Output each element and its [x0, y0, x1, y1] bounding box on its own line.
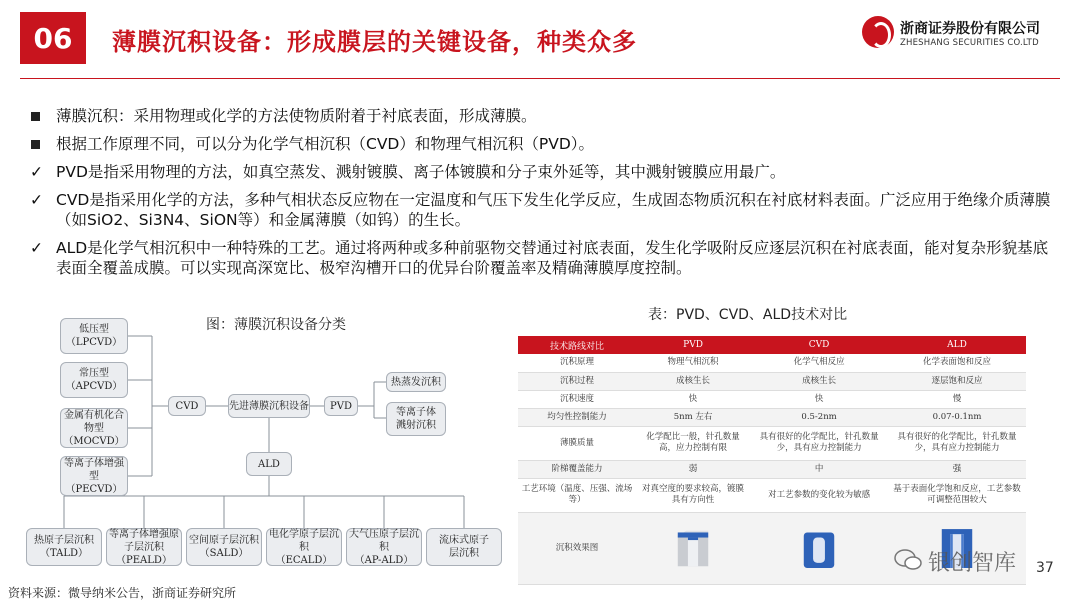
pvd-deposition-icon: [673, 524, 713, 568]
ald-node: ALD: [246, 452, 292, 476]
cvd-type-lpcvd: [60, 318, 128, 354]
pvd-node: PVD: [324, 396, 358, 416]
table-cell: 具有很好的化学配比，针孔数量少，具有应力控制能力: [888, 426, 1026, 460]
row-label: 均匀性控制能力: [518, 408, 636, 426]
table-row: [518, 426, 1026, 460]
table-row: [518, 478, 1026, 512]
cvd-type-name: 低压型: [79, 324, 109, 335]
table-header-cell: CVD: [750, 336, 888, 354]
table-header-cell: 技术路线对比: [518, 336, 636, 354]
row-label: 工艺环境（温度、压强、流场等）: [518, 478, 636, 512]
check-icon: ✓: [30, 163, 43, 181]
row-label: 薄膜质量: [518, 426, 636, 460]
table-header-cell: ALD: [888, 336, 1026, 354]
logo-icon: [862, 16, 894, 48]
ald-type-abbr: （SALD）: [199, 548, 249, 559]
logo-name-cn: 浙商证券股份有限公司: [900, 21, 1040, 37]
bullet-text: ALD是化学气相沉积中一种特殊的工艺。通过将两种或多种前驱物交替通过衬底表面，发生化学吸附反应逐层沉积在衬底表面，能对复杂形貌基底表面全覆盖成膜。可以实现高深宽比、极窄沟槽开口的优异台阶覆盖率及精确薄膜厚度控制。: [56, 239, 1049, 277]
ald-type-abbr: （PEALD）: [116, 554, 172, 566]
page-number: 37: [1036, 560, 1054, 576]
ald-type-sald: [186, 528, 262, 566]
bullet-text: CVD是指采用化学的方法，多种气相状态反应物在一定温度和气压下发生化学反应，生成固态物质沉积在衬底材料表面。广泛应用于绝缘介质薄膜（如SiO2、Si3N4、SiON等）和金属薄膜（如钨）的生长。: [56, 191, 1051, 229]
ald-type-abbr: （ECALD）: [275, 554, 333, 566]
logo-name-en: ZHESHANG SECURITIES CO.LTD: [900, 38, 1039, 48]
pvd-type-thermal: 热蒸发沉积: [386, 372, 446, 392]
ald-type-abbr: （AP-ALD）: [354, 554, 414, 566]
bullet-text: PVD是指采用物理的方法，如真空蒸发、溅射镀膜、离子体镀膜和分子束外延等，其中溅射镀膜应用最广。: [56, 163, 786, 181]
bullet-item: [30, 190, 1060, 230]
cvd-type-name: 金属有机化合物型: [64, 409, 124, 434]
ald-type-name: 等离子体增强原子层沉积: [109, 528, 179, 553]
table-row: [518, 460, 1026, 478]
ald-type-tald: [26, 528, 102, 566]
table-cell: 快: [636, 390, 750, 408]
wechat-icon: [893, 548, 923, 572]
ald-type-name: 空间原子层沉积: [189, 535, 259, 546]
table-header-row: [518, 336, 1026, 354]
row-label: 阶梯覆盖能力: [518, 460, 636, 478]
table-caption: 表：PVD、CVD、ALD技术对比: [648, 307, 848, 323]
ald-type-fluidized: [426, 528, 502, 566]
bullet-item: [30, 238, 1060, 278]
cvd-node: CVD: [168, 396, 206, 416]
table-cell: 对真空度的要求较高，镀膜具有方向性: [636, 478, 750, 512]
cvd-type-abbr: （LPCVD）: [65, 337, 123, 348]
cvd-type-name: 常压型: [79, 368, 109, 379]
cvd-type-pecvd: [60, 456, 128, 496]
check-icon: ✓: [30, 239, 43, 257]
equipment-classification-diagram: [20, 308, 510, 578]
row-label: 沉积原理: [518, 354, 636, 372]
ald-type-apald: [346, 528, 422, 566]
ald-type-name: 大气压原子层沉积: [349, 528, 419, 553]
row-label: 沉积速度: [518, 390, 636, 408]
table-cell: 物理气相沉积: [636, 354, 750, 372]
table-cell: 逐层饱和反应: [888, 372, 1026, 390]
table-cell: 中: [750, 460, 888, 478]
bullet-list: [30, 106, 1060, 286]
ald-type-name: 电化学原子层沉积: [269, 528, 339, 553]
pvd-type-sputter: 等离子体溅射沉积: [386, 402, 446, 436]
cvd-deposition-icon: [799, 524, 839, 568]
table-cell: 成核生长: [750, 372, 888, 390]
cvd-type-mocvd: [60, 408, 128, 448]
table-cell: 0.5-2nm: [750, 408, 888, 426]
table-cell: 0.07-0.1nm: [888, 408, 1026, 426]
row-label: 沉积效果图: [518, 512, 636, 584]
cvd-type-abbr: （MOCVD）: [63, 435, 125, 447]
cvd-type-abbr: （APCVD）: [65, 381, 123, 392]
deposition-image-cvd: [750, 512, 888, 584]
row-label: 沉积过程: [518, 372, 636, 390]
table-cell: 化学表面饱和反应: [888, 354, 1026, 372]
bullet-text: 根据工作原理不同，可以分为化学气相沉积（CVD）和物理气相沉积（PVD）。: [56, 135, 594, 153]
cvd-type-name: 等离子体增强型: [64, 457, 124, 482]
ald-type-peald: [106, 528, 182, 566]
bullet-item: [30, 134, 1060, 154]
header-divider: [20, 78, 1060, 79]
table-cell: 基于表面化学饱和反应，工艺参数可调整范围较大: [888, 478, 1026, 512]
table-row: [518, 354, 1026, 372]
table-cell: 成核生长: [636, 372, 750, 390]
source-note: 资料来源：微导纳米公告，浙商证券研究所: [8, 586, 237, 600]
table-cell: 慢: [888, 390, 1026, 408]
table-cell: 化学配比一般，针孔数量高，应力控制有限: [636, 426, 750, 460]
bullet-item: [30, 162, 1060, 182]
cvd-type-abbr: （PECVD）: [65, 483, 123, 495]
table-cell: 强: [888, 460, 1026, 478]
deposition-image-pvd: [636, 512, 750, 584]
ald-type-name: 热原子层沉积: [34, 535, 94, 546]
slide-number: 06: [20, 12, 86, 64]
table-row: [518, 408, 1026, 426]
table-cell: 对工艺参数的变化较为敏感: [750, 478, 888, 512]
company-logo: [862, 14, 1062, 58]
table-cell: 具有很好的化学配比，针孔数量少，具有应力控制能力: [750, 426, 888, 460]
figure-caption: 图：薄膜沉积设备分类: [206, 317, 346, 333]
table-cell: 弱: [636, 460, 750, 478]
root-node: 先进薄膜沉积设备: [228, 394, 310, 418]
bullet-text: 薄膜沉积：采用物理或化学的方法使物质附着于衬底表面，形成薄膜。: [56, 107, 537, 125]
ald-type-ecald: [266, 528, 342, 566]
watermark-text: 银创智库: [928, 551, 1017, 576]
ald-type-abbr: （TALD）: [39, 548, 88, 559]
cvd-type-apcvd: [60, 362, 128, 398]
table-cell: 快: [750, 390, 888, 408]
page-title: 薄膜沉积设备：形成膜层的关键设备，种类众多: [112, 28, 637, 56]
check-icon: ✓: [30, 191, 43, 209]
table-row: [518, 390, 1026, 408]
table-cell: 化学气相反应: [750, 354, 888, 372]
bullet-item: [30, 106, 1060, 126]
table-header-cell: PVD: [636, 336, 750, 354]
table-cell: 5nm 左右: [636, 408, 750, 426]
table-row: [518, 372, 1026, 390]
ald-type-name: 流床式原子层沉积: [439, 535, 489, 559]
